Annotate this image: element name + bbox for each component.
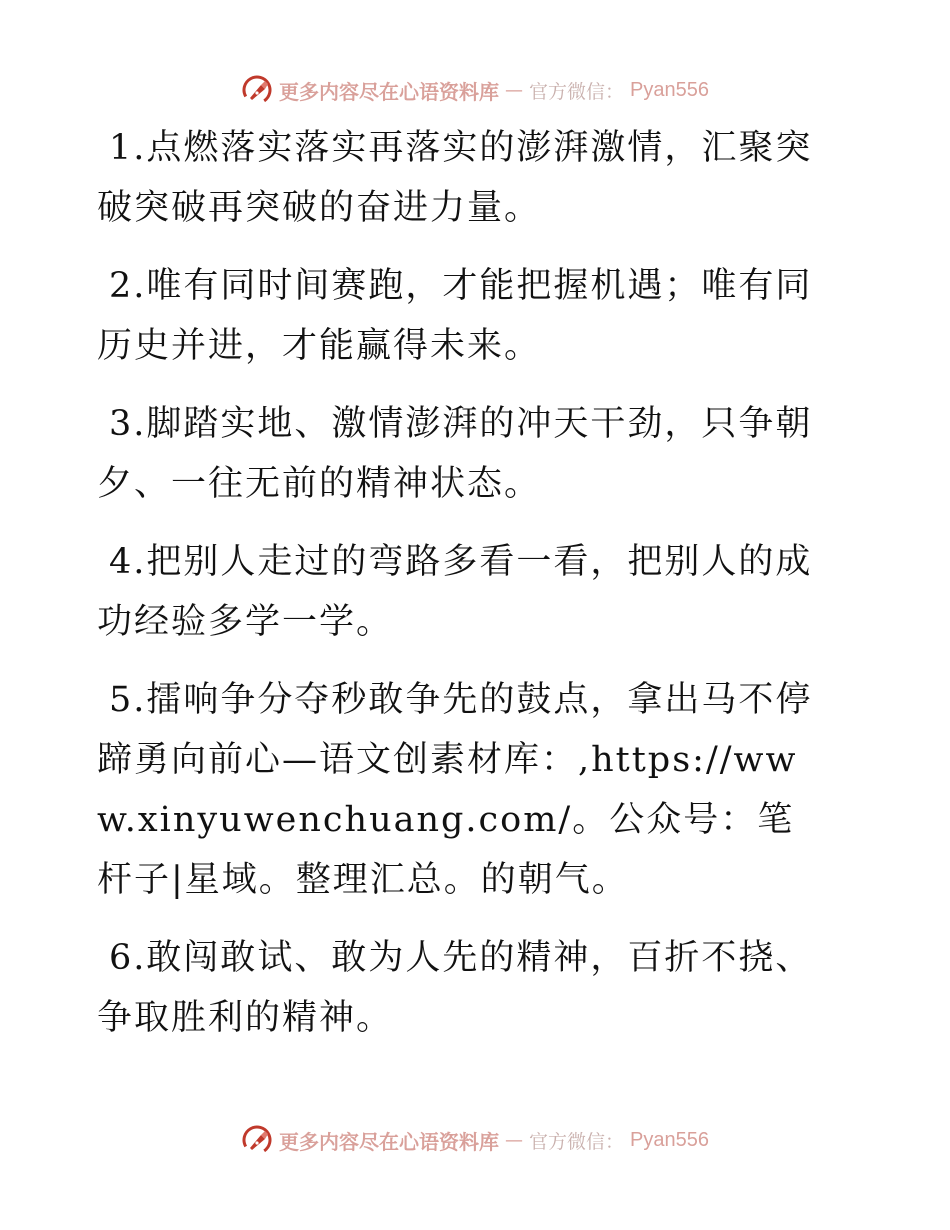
quote-paragraph-6: 6.敢闯敢试、敢为人先的精神，百折不挠、争取胜利的精神。 xyxy=(97,938,813,1038)
banner-dash: — xyxy=(505,1129,523,1151)
quote-paragraph-1: 1.点燃落实落实再落实的澎湃激情，汇聚突破突破再突破的奋进力量。 xyxy=(97,128,813,228)
quote-paragraph-3: 3.脚踏实地、激情澎湃的冲天干劲，只争朝夕、一往无前的精神状态。 xyxy=(97,404,813,504)
banner-brand-text: 更多内容尽在心语资料库 xyxy=(279,79,499,104)
quote-paragraph-2: 2.唯有同时间赛跑，才能把握机遇；唯有同历史并进，才能赢得未来。 xyxy=(97,266,813,366)
footer-banner xyxy=(0,1120,950,1160)
banner-wechat-label: 官方微信： xyxy=(529,1130,625,1153)
quote-list xyxy=(97,118,827,1066)
banner-dash: — xyxy=(505,79,523,101)
banner-wechat-label: 官方微信： xyxy=(529,80,625,103)
banner-account: Pyan556 xyxy=(630,78,709,101)
banner-account: Pyan556 xyxy=(630,1128,709,1151)
banner-brand-text: 更多内容尽在心语资料库 xyxy=(279,1129,499,1154)
header-banner xyxy=(0,70,950,110)
quote-paragraph-5: 5.擂响争分夺秒敢争先的鼓点，拿出马不停蹄勇向前心—语文创素材库：,https://www.xinyuwenchuang.com/。公众号：笔杆子|星域。整理汇总。的朝气。 xyxy=(97,680,813,900)
pen-nib-logo-icon xyxy=(241,1124,273,1156)
pen-nib-logo-icon xyxy=(241,74,273,106)
quote-paragraph-4: 4.把别人走过的弯路多看一看，把别人的成功经验多学一学。 xyxy=(97,542,813,642)
